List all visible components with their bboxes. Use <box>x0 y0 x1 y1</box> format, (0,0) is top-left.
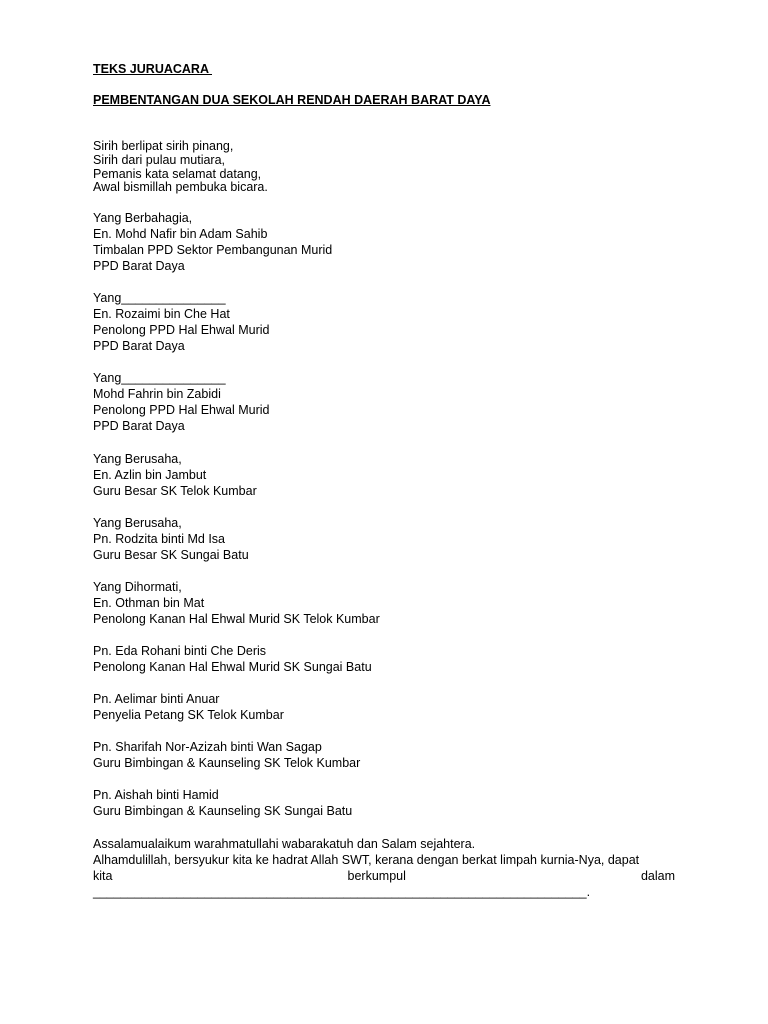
greeting-salutation: Yang_______________ <box>93 371 226 385</box>
greeting-position: Penolong PPD Hal Ehwal Murid <box>93 403 270 417</box>
greeting-position: Penyelia Petang SK Telok Kumbar <box>93 708 284 722</box>
greeting-position: Timbalan PPD Sektor Pembangunan Murid <box>93 243 333 257</box>
greeting-name: Pn. Sharifah Nor-Azizah binti Wan Sagap <box>93 740 322 754</box>
greeting-salutation: Yang Berbahagia, <box>93 211 193 225</box>
greeting-salutation: Yang Dihormati, <box>93 580 182 594</box>
greeting-name: En. Mohd Nafir bin Adam Sahib <box>93 227 268 241</box>
pantun-line: Sirih berlipat sirih pinang, <box>93 139 234 153</box>
greeting-name: En. Rozaimi bin Che Hat <box>93 307 230 321</box>
greeting-salutation: Yang Berusaha, <box>93 452 182 466</box>
greeting-position: Penolong PPD Hal Ehwal Murid <box>93 323 270 337</box>
greeting-name: En. Othman bin Mat <box>93 596 205 610</box>
greeting-name: Pn. Eda Rohani binti Che Deris <box>93 644 267 658</box>
closing-blank-line: _______________________________________________________________________. <box>93 885 591 899</box>
closing-word: kita <box>93 869 113 883</box>
pantun-line: Pemanis kata selamat datang, <box>93 167 262 181</box>
document-title: TEKS JURUACARA <box>93 62 212 76</box>
closing-line: Alhamdulillah, bersyukur kita ke hadrat Allah SWT, kerana dengan berkat limpah kurnia-Nya, dapat <box>93 853 640 867</box>
greeting-name: En. Azlin bin Jambut <box>93 468 207 482</box>
greeting-name: Pn. Aelimar binti Anuar <box>93 692 220 706</box>
greeting-position: Guru Bimbingan & Kaunseling SK Telok Kumbar <box>93 756 361 770</box>
closing-word: berkumpul <box>347 869 406 883</box>
greeting-office: PPD Barat Daya <box>93 259 185 273</box>
pantun-line: Sirih dari pulau mutiara, <box>93 153 226 167</box>
closing-justified-line <box>93 869 675 883</box>
greeting-salutation: Yang_______________ <box>93 291 226 305</box>
greeting-office: PPD Barat Daya <box>93 339 185 353</box>
greeting-name: Pn. Aishah binti Hamid <box>93 788 219 802</box>
pantun-line: Awal bismillah pembuka bicara. <box>93 180 268 194</box>
greeting-position: Guru Besar SK Sungai Batu <box>93 548 249 562</box>
greeting-position: Guru Besar SK Telok Kumbar <box>93 484 257 498</box>
greeting-office: PPD Barat Daya <box>93 419 185 433</box>
closing-salam: Assalamualaikum warahmatullahi wabarakatuh dan Salam sejahtera. <box>93 837 476 851</box>
greeting-position: Penolong Kanan Hal Ehwal Murid SK Telok Kumbar <box>93 612 380 626</box>
greeting-name: Pn. Rodzita binti Md Isa <box>93 532 226 546</box>
greeting-position: Guru Bimbingan & Kaunseling SK Sungai Batu <box>93 804 353 818</box>
document-subtitle: PEMBENTANGAN DUA SEKOLAH RENDAH DAERAH BARAT DAYA <box>93 93 491 107</box>
greeting-salutation: Yang Berusaha, <box>93 516 182 530</box>
greeting-position: Penolong Kanan Hal Ehwal Murid SK Sungai Batu <box>93 660 372 674</box>
greeting-name: Mohd Fahrin bin Zabidi <box>93 387 221 401</box>
closing-word: dalam <box>640 869 675 883</box>
